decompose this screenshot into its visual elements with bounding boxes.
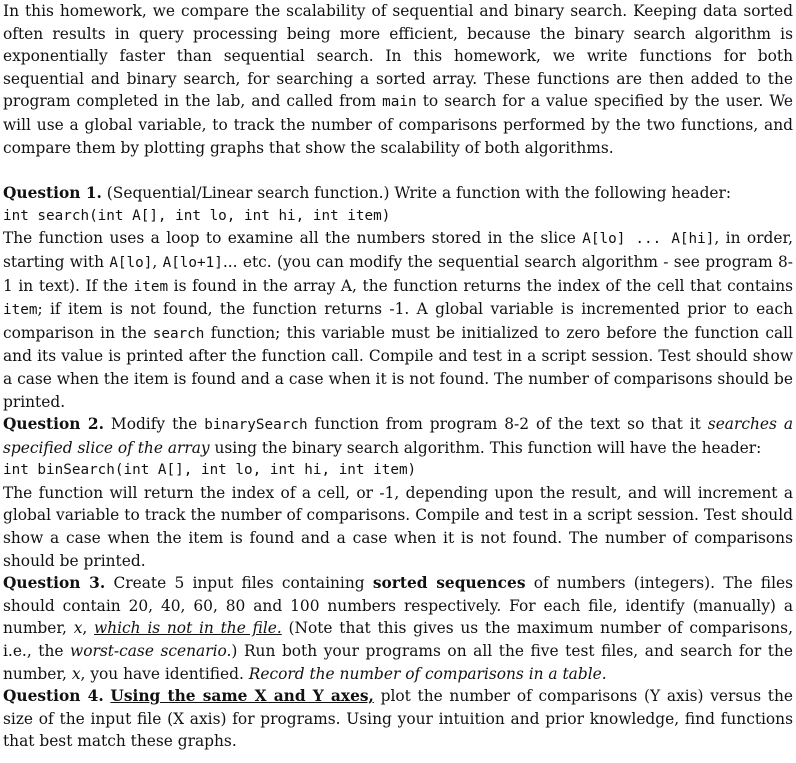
q2-emphasis: searches a specified slice of the array (3, 415, 794, 457)
q1-text: , in order, starting with (3, 229, 793, 271)
q3-bold: sorted sequences (372, 574, 526, 593)
q2-label: Question 2. (3, 415, 104, 434)
q1-text: , (152, 252, 163, 271)
question-4 (3, 685, 793, 753)
q3-text: , (82, 619, 95, 638)
question-2 (3, 413, 793, 572)
q1-function-header: int search(int A[], int lo, int hi, int item) (3, 207, 391, 224)
q4-label: Question 4. (3, 687, 104, 706)
var-x: x (71, 664, 81, 683)
q1-label: Question 1. (3, 184, 102, 203)
code-a-lo-plus-1: A[lo+1] (162, 254, 223, 271)
q4-body (3, 685, 793, 753)
code-item: item (3, 302, 38, 319)
q1-text: The function uses a loop to examine all the numbers stored in the slice (3, 229, 583, 248)
q3-text: (Note that this gives us the maximum number of comparisons, i.e., the (3, 619, 793, 661)
q2-body (3, 413, 793, 459)
q3-text: of numbers (integers). The files should contain 20, 40, 60, 80 and 100 numbers respectively. For each file, identify (manually) a number, (3, 574, 794, 638)
code-a-lo: A[lo] (109, 254, 153, 271)
q2-text: using the binary search algorithm. This function will have the header: (209, 438, 762, 457)
q4-text: plot the number of comparisons (Y axis) versus the size of the input file (X axis) for programs. Using your intuition and prior knowledge, find functions that best match these graphs. (3, 687, 794, 751)
q3-underlined-italic: which is not in the file. (94, 619, 282, 638)
q3-italic: worst-case scenario. (70, 642, 232, 661)
intro-text-1: In this homework, we compare the scalability of sequential and binary search. Keeping data sorted often results in query processing being more efficient, because the binary search algorithm is exponentially faster than sequential search. In this homework, we write functions for both sequential and binary search, for searching a sorted array. These functions are then added to the program completed in the lab, and called from (3, 2, 793, 111)
q3-body (3, 572, 793, 685)
code-slice: A[lo] ... A[hi] (582, 231, 715, 248)
code-search: search (152, 325, 205, 342)
q3-text: Create 5 input files containing (105, 574, 373, 593)
q1-body (3, 227, 793, 413)
q2-body-2: The function will return the index of a cell, or -1, depending upon the result, and will increment a global variable to track the number of comparisons. Compile and test in a script session. Test should show a case when the item is found and a case when it is not found. The number of comparisons should be printed. (3, 483, 793, 570)
q1-text: ; if item is not found, the function returns -1. A global variable is incremented prior to each comparison in the (3, 300, 793, 342)
q3-text: , you have identified. (80, 664, 249, 683)
var-x: x (73, 619, 83, 638)
q3-italic-record: Record the number of comparisons in a table. (248, 664, 607, 683)
question-1 (3, 182, 793, 413)
q1-heading (3, 182, 793, 205)
q1-title: (Sequential/Linear search function.) Write a function with the following header: (101, 184, 732, 203)
code-binarysearch: binarySearch (204, 417, 308, 434)
q2-function-header: int binSearch(int A[], int lo, int hi, int item) (3, 462, 417, 479)
q3-label: Question 3. (3, 574, 106, 593)
q4-bold-underlined: Using the same X and Y axes, (110, 687, 374, 706)
q1-text: ... etc. (you can modify the sequential search algorithm - see program 8-1 in text). If the (3, 252, 793, 295)
spacer (3, 159, 793, 182)
q2-text: function from program 8-2 of the text so that it (307, 415, 708, 434)
code-main: main (382, 94, 417, 111)
question-3 (3, 572, 793, 685)
intro-text-2: to search for a value specified by the user. We will use a global variable, to track the number of comparisons performed by the two functions, and compare them by plotting graphs that show the scalability of both algorithms. (3, 92, 794, 157)
q1-text: is found in the array A, the function returns the index of the cell that contains (168, 276, 793, 295)
intro-paragraph (3, 0, 793, 159)
code-item: item (133, 278, 169, 295)
q3-text: ) Run both your programs on all the five test files, and search for the number, (3, 642, 793, 683)
q1-text: function; this variable must be initialized to zero before the function call and its value is printed after the function call. Compile and test in a script session. Test should show a case when the item is found and a case when it is not found. The number of comparisons should be printed. (3, 323, 793, 411)
q2-text: Modify the (103, 415, 205, 434)
